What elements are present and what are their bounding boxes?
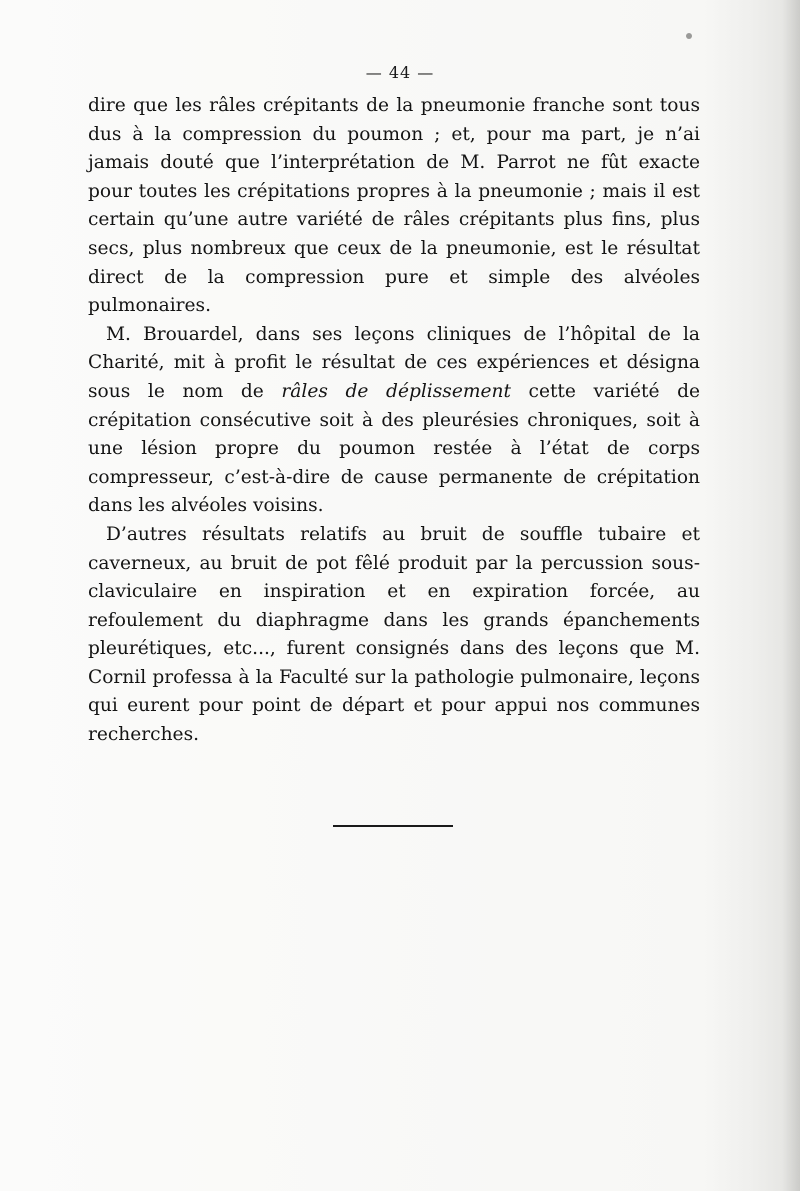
body-text: [88, 92, 700, 750]
text-segment: cette variété de crépitation consécutive soit à des pleurésies chroniques, soit à une lésion propre du poumon restée à l’état de corps compresseur, c’est-à-dire de cause permanente de crépitation dans les alvéoles voisins.: [88, 380, 700, 517]
page-number: — 44 —: [365, 63, 435, 82]
section-divider: [333, 825, 453, 827]
text-segment: D’autres résultats relatifs au bruit de souffle tubaire et caverneux, au bruit de pot fêlé produit par la percussion sous-claviculaire en inspiration et en expiration forcée, au refoulement du diaphragme dans les grands épanchements pleurétiques, etc..., furent consignés dans des leçons que M. Cornil professa à la Faculté sur la pathologie pulmonaire, leçons qui eurent pour point de départ et pour appui nos communes recherches.: [88, 523, 700, 746]
text-segment: dire que les râles crépitants de la pneumonie franche sont tous dus à la compression du poumon ; et, pour ma part, je n’ai jamais douté que l’interprétation de M. Parrot ne fût exacte pour toutes les crépitations propres à la pneumonie ; mais il est certain qu’une autre variété de râles crépitants plus fins, plus secs, plus nombreux que ceux de la pneumonie, est le résultat direct de la compression pure et simple des alvéoles pulmonaires.: [88, 95, 700, 317]
text-segment: M. Brouardel, dans ses leçons cliniques de l’hôpital de la Charité, mit à profit le résultat de ces expériences et désigna sous le nom de: [88, 323, 700, 402]
paragraph: [88, 321, 700, 521]
paragraph: [88, 92, 700, 321]
italic-term: râles de déplissement: [281, 380, 511, 402]
ink-speck: [686, 33, 692, 39]
paragraph: [88, 521, 700, 750]
page-edge-shadow: [782, 0, 800, 1191]
